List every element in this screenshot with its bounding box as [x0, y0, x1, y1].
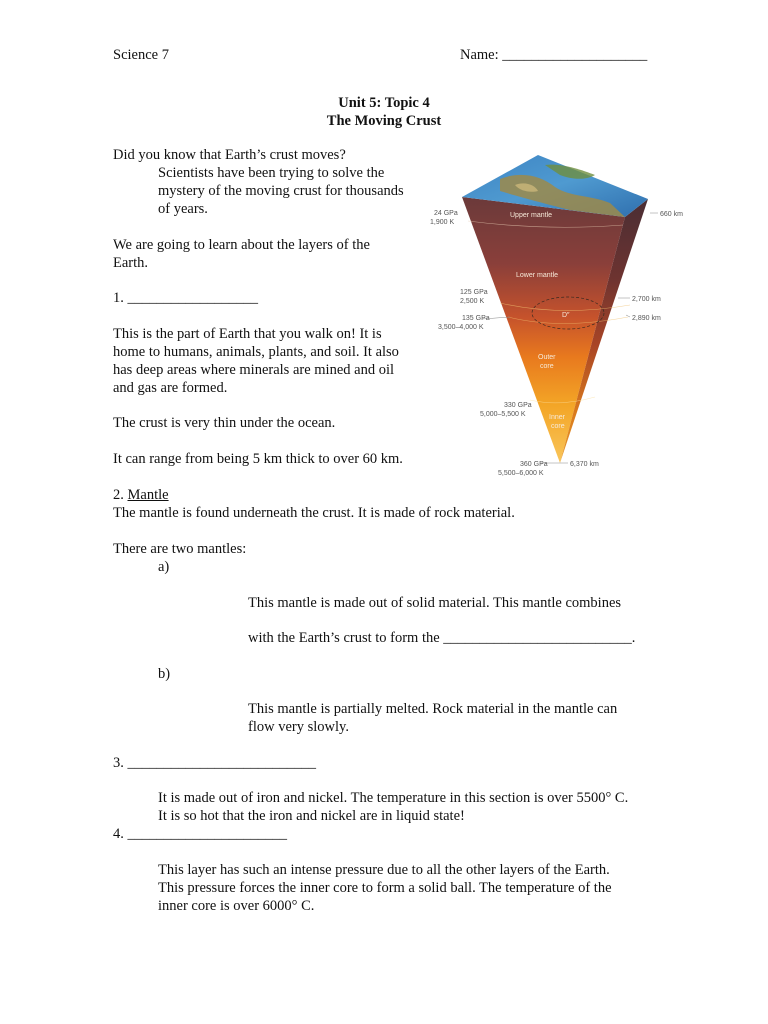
svg-text:core: core [551, 423, 565, 430]
section-1-ocean: The crust is very thin under the ocean. [113, 415, 336, 431]
topic-title: The Moving Crust [326, 113, 442, 129]
label-outer-core: Outer [538, 354, 556, 361]
section-2-number: 2. [113, 487, 124, 503]
pressure-label: 135 GPa [462, 315, 490, 322]
intro-line: of years. [158, 201, 208, 217]
mantle-b-line: flow very slowly. [248, 719, 349, 735]
svg-text:core: core [540, 363, 554, 370]
label-upper-mantle: Upper mantle [510, 212, 553, 219]
section-1-para: and gas are formed. [113, 380, 228, 396]
section-2-desc: The mantle is found underneath the crust. It is made of rock material. [113, 505, 515, 521]
label-d-double-prime: D″ [562, 312, 570, 319]
mantle-a-label: a) [158, 559, 170, 575]
section-1-para: home to humans, animals, plants, and soil. It also [113, 344, 399, 360]
section-1-heading: 1. __________________ [113, 290, 258, 306]
depth-label: 2,890 km [632, 315, 661, 322]
pressure-label: 330 GPa [504, 402, 532, 409]
learn-line: We are going to learn about the layers of the [113, 237, 370, 253]
intro-line: mystery of the moving crust for thousands [158, 183, 404, 199]
temperature-label: 1,900 K [430, 219, 455, 226]
section-4-line: This pressure forces the inner core to form a solid ball. The temperature of the [158, 880, 612, 896]
earth-layers-diagram [420, 145, 700, 485]
section-3-heading: 3. __________________________ [113, 755, 316, 771]
depth-label: 660 km [660, 211, 683, 218]
name-field-label: Name: ____________________ [460, 47, 648, 63]
depth-label: 6,370 km [570, 461, 599, 468]
section-1-range: It can range from being 5 km thick to over 60 km. [113, 451, 403, 467]
section-2-heading [113, 487, 169, 504]
mantle-a-line: This mantle is made out of solid material. This mantle combines [248, 595, 622, 611]
mantle-a-line: with the Earth’s crust to form the __________________________. [248, 630, 636, 646]
pressure-label: 125 GPa [460, 289, 488, 296]
pressure-label: 24 GPa [434, 210, 458, 217]
section-4-line: This layer has such an intense pressure due to all the other layers of the Earth. [158, 862, 610, 878]
pressure-label: 360 GPa [520, 461, 548, 468]
section-4-line: inner core is over 6000° C. [158, 898, 315, 914]
temperature-label: 2,500 K [460, 298, 485, 305]
section-2-title: Mantle [127, 487, 169, 503]
unit-title: Unit 5: Topic 4 [338, 95, 430, 111]
label-lower-mantle: Lower mantle [516, 272, 559, 279]
intro-question: Did you know that Earth’s crust moves? [113, 147, 346, 163]
section-2-two: There are two mantles: [113, 541, 247, 557]
temperature-label: 3,500–4,000 K [438, 324, 484, 331]
section-4-heading: 4. ______________________ [113, 826, 287, 842]
intro-line: Scientists have been trying to solve the [158, 165, 385, 181]
depth-label: 2,700 km [632, 296, 661, 303]
label-inner-core: Inner [549, 414, 565, 421]
learn-line: Earth. [113, 255, 149, 271]
mantle-b-line: This mantle is partially melted. Rock material in the mantle can [248, 701, 618, 717]
section-3-line: It is made out of iron and nickel. The temperature in this section is over 5500° C. [158, 790, 629, 806]
section-1-para: has deep areas where minerals are mined and oil [113, 362, 395, 378]
section-1-para: This is the part of Earth that you walk on! It is [113, 326, 382, 342]
section-3-line: It is so hot that the iron and nickel are in liquid state! [158, 808, 465, 824]
course-name: Science 7 [113, 47, 169, 63]
mantle-b-label: b) [158, 666, 171, 682]
temperature-label: 5,000–5,500 K [480, 411, 526, 418]
temperature-label: 5,500–6,000 K [498, 470, 544, 477]
